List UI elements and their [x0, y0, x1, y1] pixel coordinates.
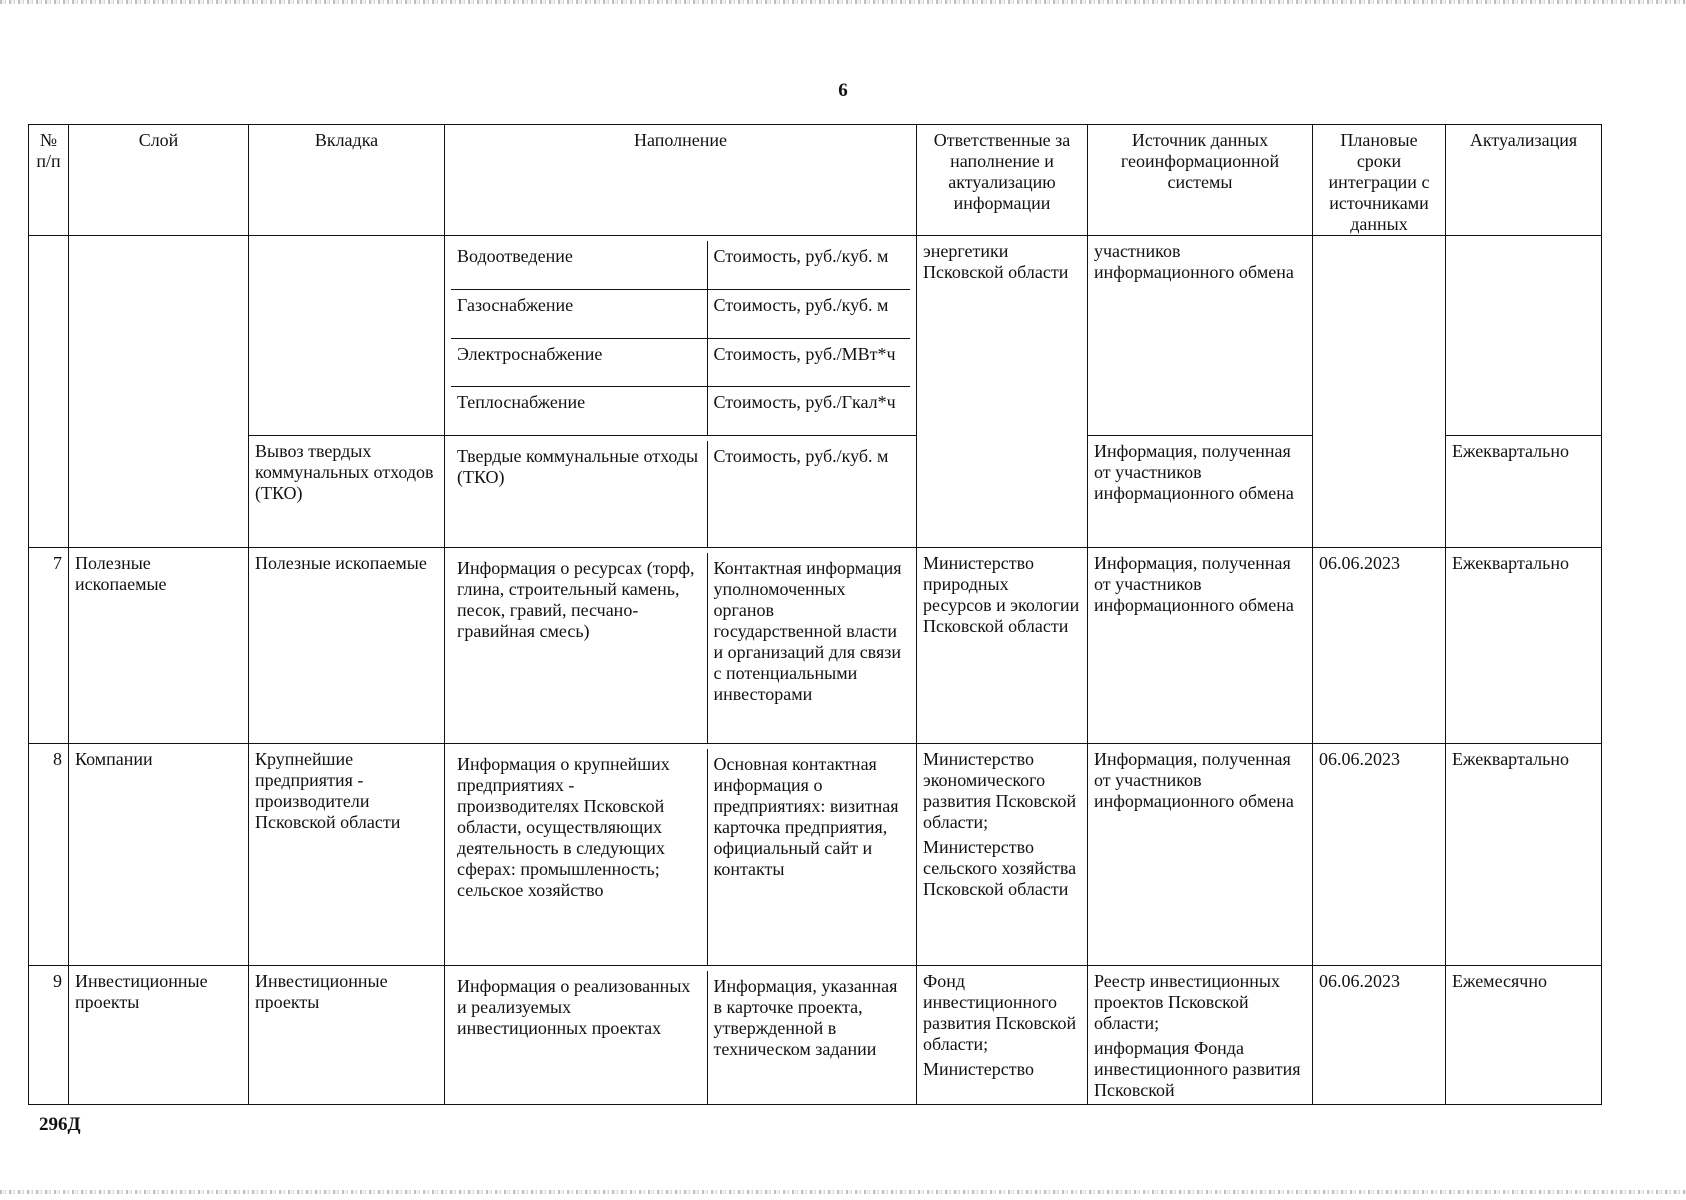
cell-update: [1446, 236, 1602, 436]
cell-number: 8: [29, 744, 69, 966]
utility-cost: Стоимость, руб./МВт*ч: [707, 338, 910, 387]
document-code: 296Д: [39, 1114, 81, 1135]
cell-tab: [249, 236, 445, 436]
utility-cost: Стоимость, руб./куб. м: [707, 290, 910, 339]
content-contact: Основная контактная информация о предприятиях: визитная карточка предприятия, официальный сайт и контакты: [713, 754, 899, 879]
cell-responsible: [917, 966, 1088, 1105]
content-row: [451, 553, 910, 743]
cell-layer: Полезные ископаемые: [69, 548, 249, 744]
table-row: [29, 548, 1602, 744]
cell-layer: [69, 236, 249, 548]
cell-content: [445, 548, 917, 744]
content-row: [451, 749, 910, 965]
cell-date: 06.06.2023: [1313, 966, 1446, 1105]
cell-source: [1088, 548, 1313, 744]
table-row: [29, 744, 1602, 966]
utility-name: Газоснабжение: [451, 290, 707, 339]
table-row: [29, 966, 1602, 1105]
cell-tko-content: [445, 436, 917, 548]
content-row: [451, 971, 910, 1104]
cell-tab: Крупнейшие предприятия - производители Псковской области: [249, 744, 445, 966]
cell-tab: Полезные ископаемые: [249, 548, 445, 744]
cell-tab: Инвестиционные проекты: [249, 966, 445, 1105]
utility-row: [451, 290, 910, 339]
cell-utilities-content: [445, 236, 917, 436]
tko-name: Твердые коммунальные отходы (ТКО): [451, 441, 707, 547]
integration-table: [28, 124, 1602, 1105]
content-description: Информация о ресурсах (торф, глина, строительный камень, песок, гравий, песчано-гравийная смесь): [451, 553, 707, 743]
header-update: Актуализация: [1446, 125, 1602, 236]
cell-source: [1088, 744, 1313, 966]
header-number: № п/п: [29, 125, 69, 236]
header-content: Наполнение: [445, 125, 917, 236]
cell-layer: Инвестиционные проекты: [69, 966, 249, 1105]
utility-name: Теплоснабжение: [451, 387, 707, 436]
header-integration-dates: Плановые сроки интеграции с источниками данных: [1313, 125, 1446, 236]
content-subtable: [451, 749, 910, 965]
cell-number: 9: [29, 966, 69, 1105]
header-layer: Слой: [69, 125, 249, 236]
table-row-continued-utilities: [29, 236, 1602, 436]
utility-row: [451, 338, 910, 387]
responsible-entry: Министерство сельского хозяйства Псковской области: [923, 837, 1077, 899]
tko-cost: Стоимость, руб./куб. м: [713, 446, 889, 466]
header-responsible: Ответственные за наполнение и актуализацию информации: [917, 125, 1088, 236]
utility-cost: Стоимость, руб./Гкал*ч: [713, 392, 896, 412]
responsible-entry: Фонд инвестиционного развития Псковской области;: [923, 971, 1077, 1054]
scan-edge-bottom: [0, 1190, 1686, 1194]
source-entry: Реестр инвестиционных проектов Псковской области;: [1094, 971, 1280, 1033]
utility-cost: Стоимость, руб./куб. м: [707, 241, 910, 290]
responsible-entry: Министерство: [923, 1059, 1034, 1079]
cell-number: 7: [29, 548, 69, 744]
cell-responsible: [917, 744, 1088, 966]
cell-date: 06.06.2023: [1313, 548, 1446, 744]
cell-date: [1313, 236, 1446, 548]
content-subtable: [451, 971, 910, 1104]
cell-update: Ежеквартально: [1446, 436, 1602, 548]
header-tab: Вкладка: [249, 125, 445, 236]
page-number: 6: [838, 80, 848, 101]
cell-layer: Компании: [69, 744, 249, 966]
content-contact: Информация, указанная в карточке проекта, утвержденной в техническом задании: [713, 976, 898, 1059]
content-subtable: [451, 553, 910, 743]
cell-responsible: [917, 548, 1088, 744]
source-entry: Информация, полученная от участников информационного обмена: [1094, 553, 1294, 615]
content-description: Информация о крупнейших предприятиях - производителях Псковской области, осуществляющих деятельность в следующих сферах: промышленность; сельское хозяйство: [451, 749, 707, 965]
cell-source: участников информационного обмена: [1088, 236, 1313, 436]
cell-content: [445, 966, 917, 1105]
utility-name: Электроснабжение: [451, 338, 707, 387]
utility-row: [451, 387, 910, 436]
responsible-entry: Министерство природных ресурсов и экологии Псковской области: [923, 553, 1080, 636]
scan-edge-top: [0, 0, 1686, 4]
source-entry: информация Фонда инвестиционного развития Псковской: [1094, 1038, 1301, 1100]
utilities-subtable: [451, 241, 910, 435]
cell-tab: Вывоз твердых коммунальных отходов (ТКО): [249, 436, 445, 548]
cell-update: Ежеквартально: [1446, 548, 1602, 744]
responsible-entry: Министерство экономического развития Псковской области;: [923, 749, 1077, 832]
cell-update: Ежемесячно: [1446, 966, 1602, 1105]
header-source: Источник данных геоинформационной системы: [1088, 125, 1313, 236]
utility-row: [451, 241, 910, 290]
cell-responsible: энергетики Псковской области: [917, 236, 1088, 548]
tko-subtable: [451, 441, 910, 547]
source-entry: Информация, полученная от участников информационного обмена: [1094, 749, 1294, 811]
content-contact: Контактная информация уполномоченных органов государственной власти и организаций для связи с потенциальными инвесторами: [713, 558, 902, 704]
tko-row: [451, 441, 910, 547]
cell-update: Ежеквартально: [1446, 744, 1602, 966]
content-description: Информация о реализованных и реализуемых инвестиционных проектах: [451, 971, 707, 1104]
cell-content: [445, 744, 917, 966]
utility-name: Водоотведение: [451, 241, 707, 290]
header-row: [29, 125, 1602, 236]
cell-date: 06.06.2023: [1313, 744, 1446, 966]
cell-source: Информация, полученная от участников информационного обмена: [1088, 436, 1313, 548]
cell-number: [29, 236, 69, 548]
cell-source: [1088, 966, 1313, 1105]
